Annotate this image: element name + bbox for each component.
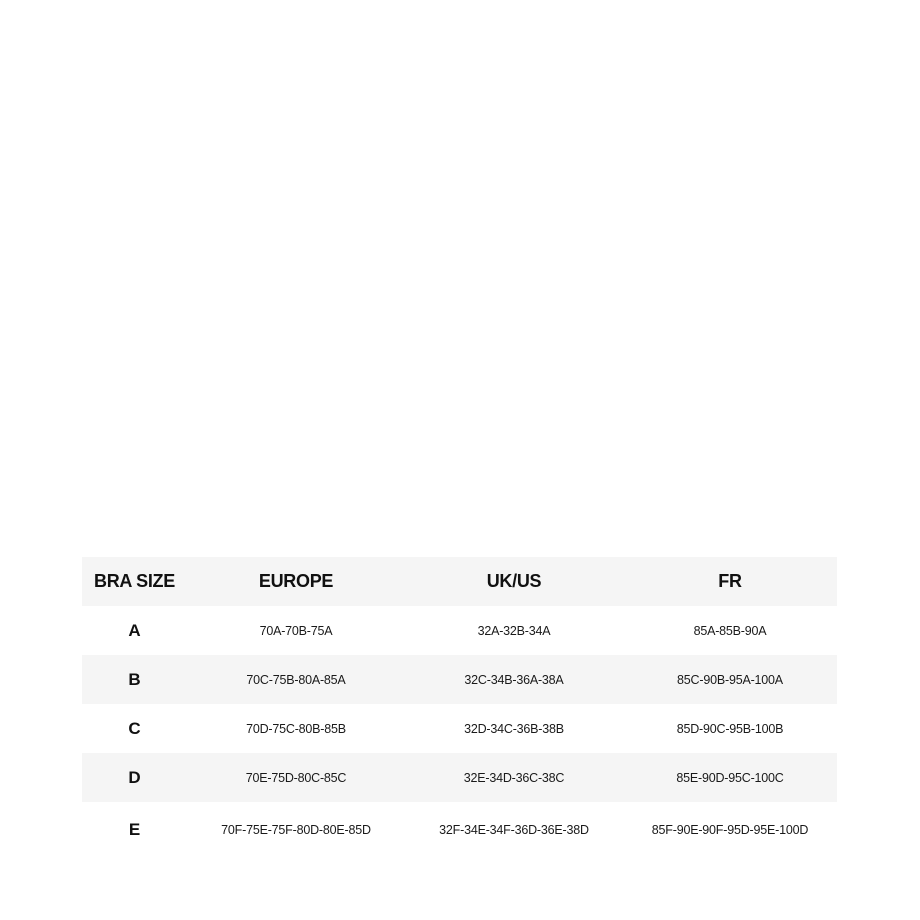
europe-cell: 70A-70B-75A [259, 623, 333, 638]
fr-cell: 85E-90D-95C-100C [676, 770, 784, 785]
header-bra-size: BRA SIZE [94, 571, 175, 591]
europe-cell: 70D-75C-80B-85B [246, 721, 346, 736]
header-europe: EUROPE [258, 571, 334, 591]
europe-cell: 70F-75E-75F-80D-80E-85D [221, 822, 371, 837]
table-row [82, 802, 837, 857]
cup-size-cell: A [128, 620, 141, 640]
bra-size-conversion-table [82, 557, 837, 857]
europe-cell: 70C-75B-80A-85A [246, 672, 346, 687]
header-uk-us: UK/US [486, 571, 542, 591]
table-row [82, 704, 837, 753]
fr-cell: 85A-85B-90A [693, 623, 767, 638]
fr-cell: 85C-90B-95A-100A [677, 672, 783, 687]
uk-us-cell: 32C-34B-36A-38A [464, 672, 564, 687]
uk-us-cell: 32D-34C-36B-38B [464, 721, 564, 736]
table-header-row [82, 557, 837, 606]
uk-us-cell: 32E-34D-36C-38C [463, 770, 565, 785]
table-row [82, 655, 837, 704]
uk-us-cell: 32F-34E-34F-36D-36E-38D [439, 822, 589, 837]
fr-cell: 85D-90C-95B-100B [676, 721, 784, 736]
cup-size-cell: B [128, 669, 141, 689]
europe-cell: 70E-75D-80C-85C [245, 770, 347, 785]
header-fr: FR [718, 571, 742, 591]
cup-size-cell: D [128, 767, 141, 787]
cup-size-cell: C [128, 718, 141, 738]
fr-cell: 85F-90E-90F-95D-95E-100D [651, 822, 809, 837]
uk-us-cell: 32A-32B-34A [477, 623, 551, 638]
table-row [82, 606, 837, 655]
cup-size-cell: E [128, 819, 141, 839]
table-row [82, 753, 837, 802]
